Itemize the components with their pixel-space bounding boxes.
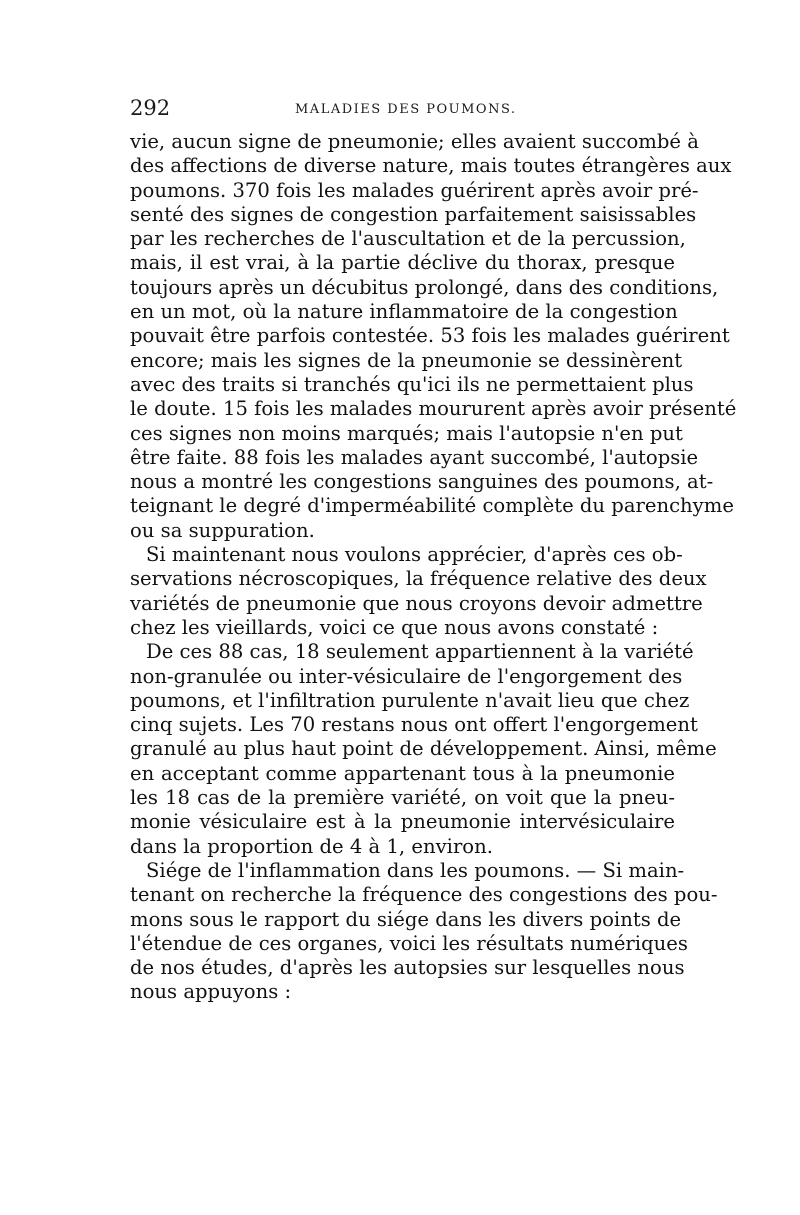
text-line: tenant on recherche la fréquence des congestions des pou- (130, 883, 718, 907)
text-line: les 18 cas de la première variété, on voit que la pneu- (130, 786, 675, 810)
text-line: monie vésiculaire est à la pneumonie intervésiculaire (130, 810, 675, 834)
text-line: en acceptant comme appartenant tous à la pneumonie (130, 761, 675, 785)
text-line: dans la proportion de 4 à 1, environ. (130, 834, 493, 858)
text-line: pouvait être parfois contestée. 53 fois les malades guérirent (130, 324, 730, 348)
text-line: Siége de l'inflammation dans les poumons. — Si main- (146, 858, 685, 882)
text-line: mons sous le rapport du siége dans les divers points de (130, 907, 682, 931)
text-line: des affections de diverse nature, mais toutes étrangères aux (130, 154, 732, 178)
text-line: cinq sujets. Les 70 restans nous ont offert l'engorgement (130, 713, 698, 737)
text-line: mais, il est vrai, à la partie déclive du thorax, presque (130, 251, 675, 275)
text-line: par les recherches de l'auscultation et de la percussion, (130, 227, 686, 251)
text-line: senté des signes de congestion parfaitement saisissables (130, 202, 697, 226)
text-line: poumons. 370 fois les malades guérirent après avoir pré- (130, 178, 699, 202)
text-line: granulé au plus haut point de développement. Ainsi, même (130, 737, 717, 761)
body-text (130, 130, 737, 1005)
page-header (130, 96, 678, 126)
text-line: en un mot, où la nature inflammatoire de la congestion (130, 300, 678, 324)
text-line: servations nécroscopiques, la fréquence relative des deux (130, 567, 707, 591)
text-line: ou sa suppuration. (130, 518, 315, 542)
text-line: ces signes non moins marqués; mais l'autopsie n'en put (130, 421, 683, 445)
text-line: non-granulée ou inter-vésiculaire de l'engorgement des (130, 664, 683, 688)
text-line: être faite. 88 fois les malades ayant succombé, l'autopsie (130, 445, 699, 469)
text-line: toujours après un décubitus prolongé, dans des conditions, (130, 275, 719, 299)
text-line: encore; mais les signes de la pneumonie se dessinèrent (130, 348, 683, 372)
text-line: teignant le degré d'imperméabilité complète du parenchyme (130, 494, 734, 518)
page-number: 292 (130, 96, 171, 120)
text-line: l'étendue de ces organes, voici les résultats numériques (130, 931, 688, 955)
text-line: variétés de pneumonie que nous croyons devoir admettre (130, 591, 703, 615)
text-line: chez les vieillards, voici ce que nous avons constaté : (130, 615, 659, 639)
text-line: le doute. 15 fois les malades moururent après avoir présenté (130, 397, 737, 421)
text-line: poumons, et l'infiltration purulente n'avait lieu que chez (130, 688, 690, 712)
text-line: vie, aucun signe de pneumonie; elles avaient succombé à (130, 130, 699, 153)
running-head: MALADIES DES POUMONS. (295, 102, 517, 117)
text-line: nous a montré les congestions sanguines des poumons, at- (130, 470, 714, 494)
text-line: Si maintenant nous voulons apprécier, d'après ces ob- (146, 543, 683, 567)
text-line: De ces 88 cas, 18 seulement appartiennent à la variété (146, 640, 694, 664)
text-line: nous appuyons : (130, 980, 292, 1004)
text-line: avec des traits si tranchés qu'ici ils ne permettaient plus (130, 372, 694, 396)
text-line: de nos études, d'après les autopsies sur lesquelles nous (130, 956, 685, 980)
